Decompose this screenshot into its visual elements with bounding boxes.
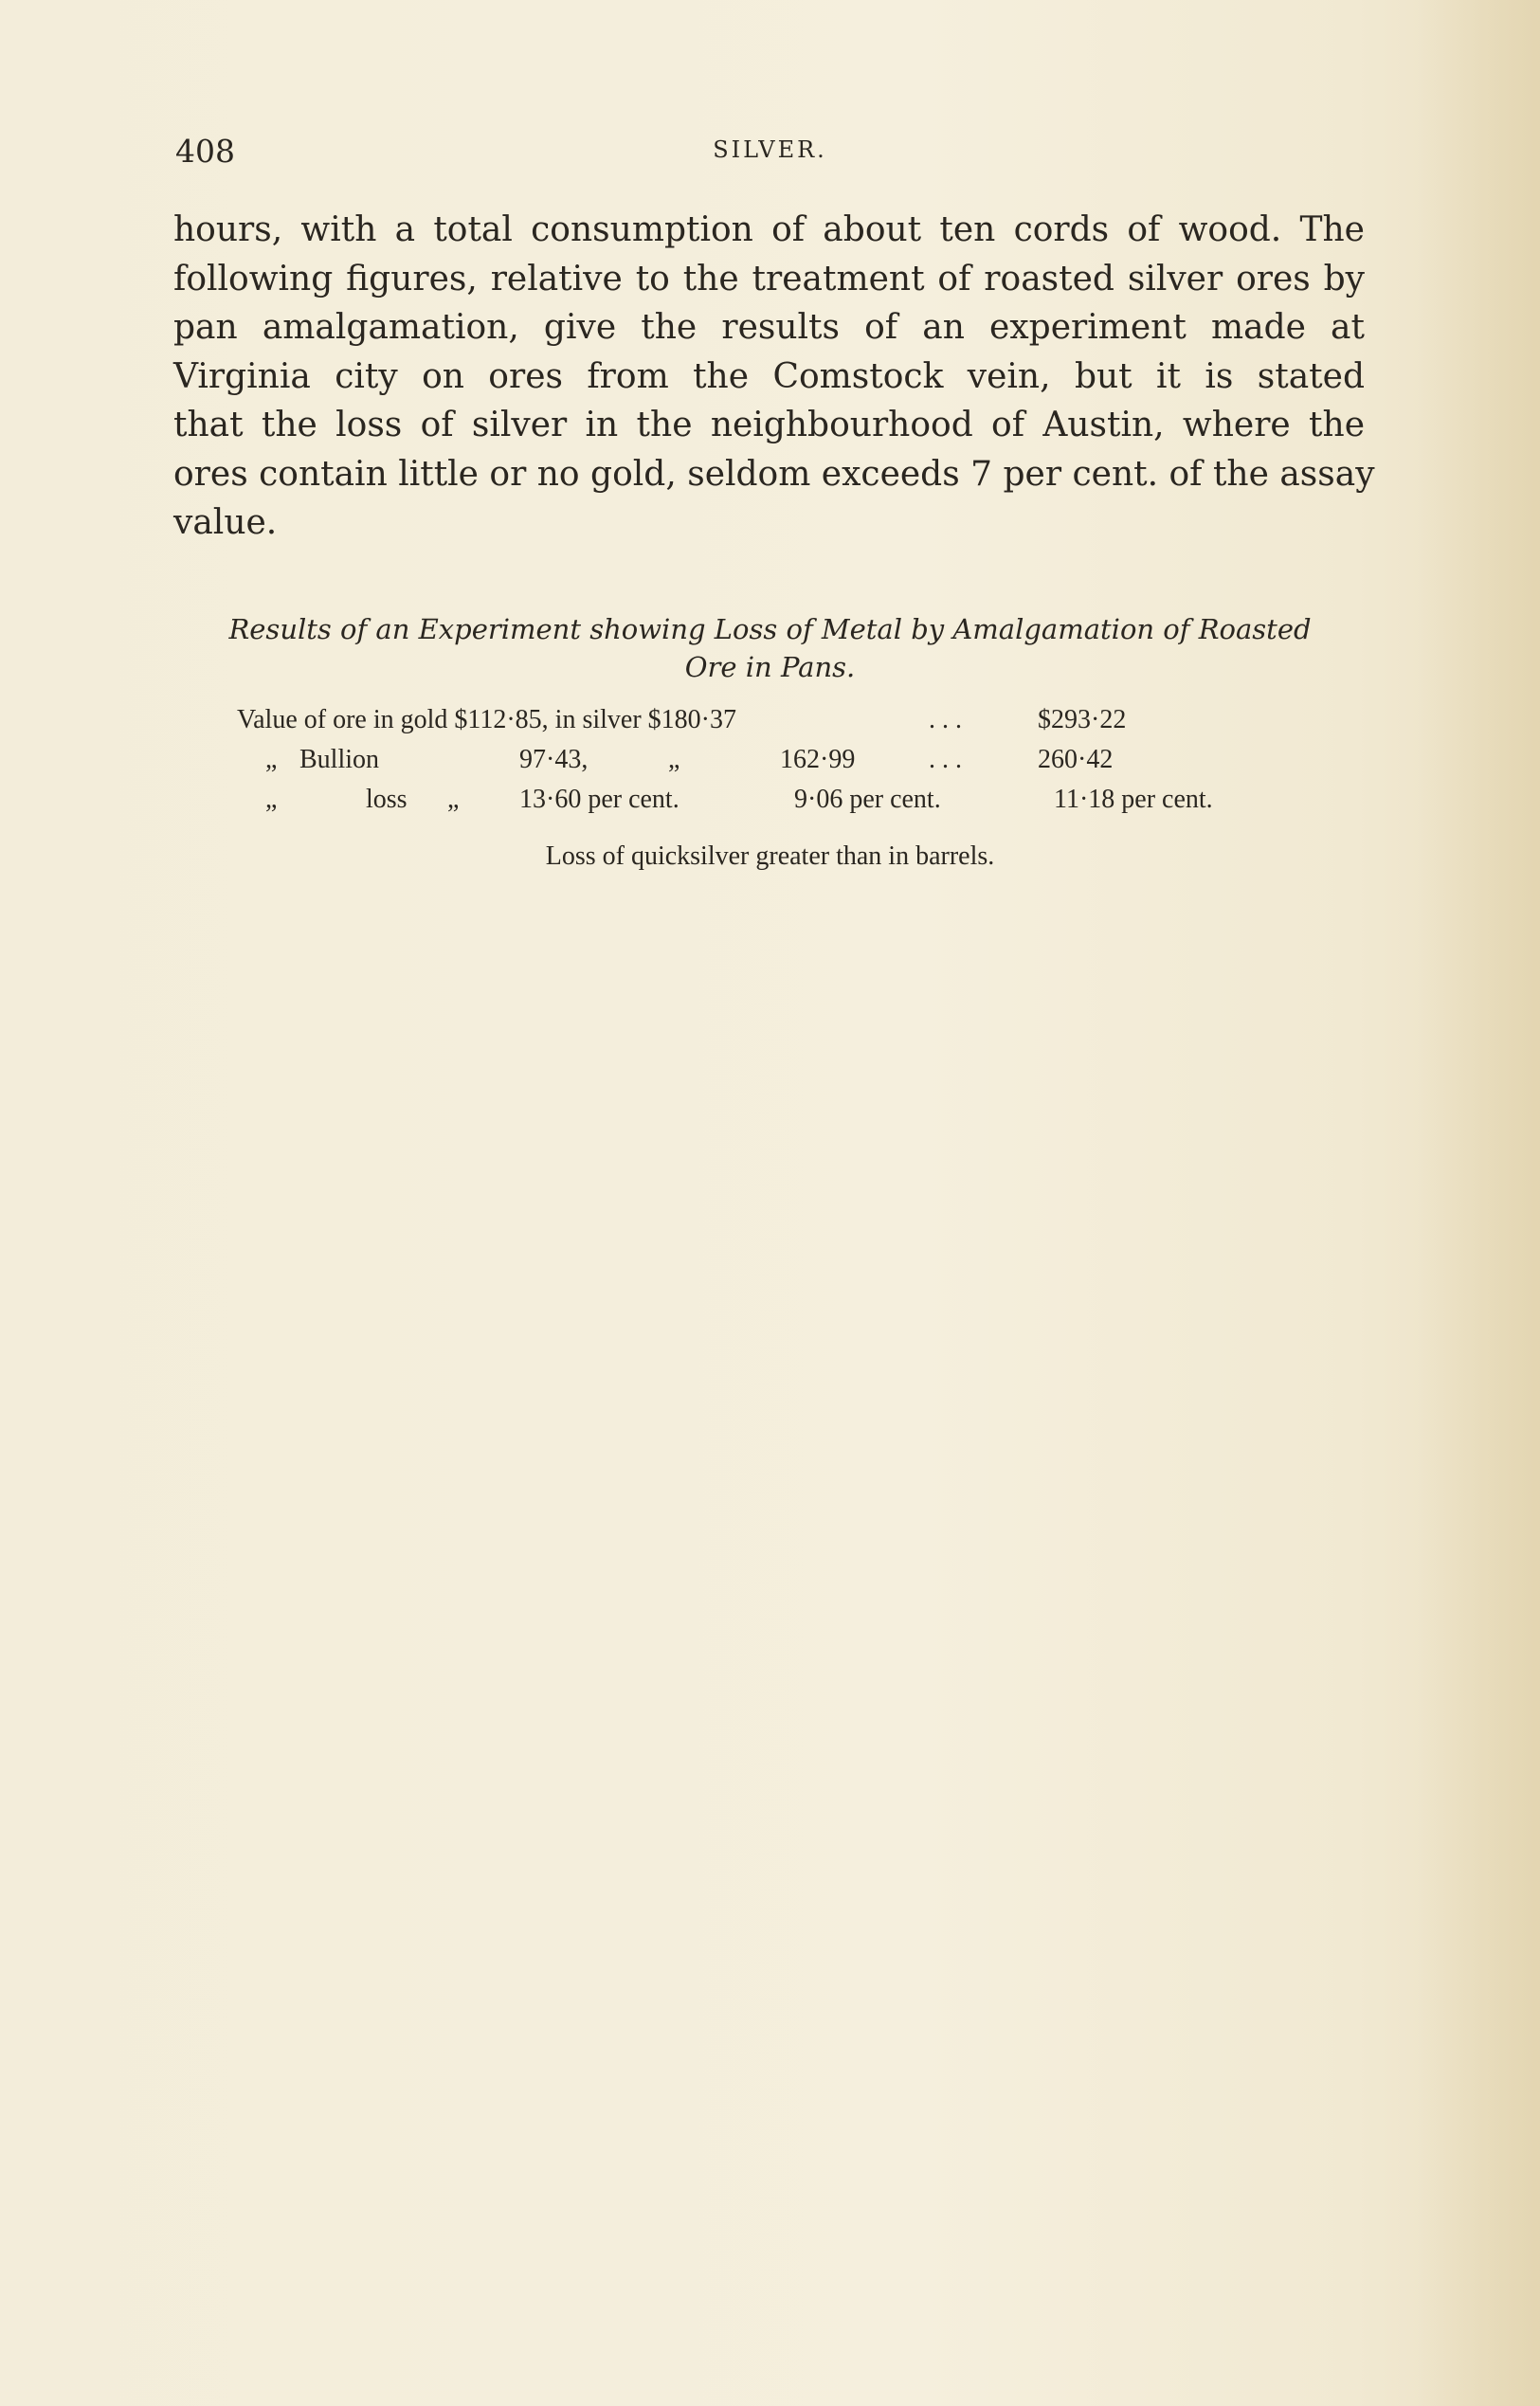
row-dots: . . . — [929, 705, 962, 734]
table-note: Loss of quicksilver greater than in barrels. — [545, 841, 995, 871]
page-edge-shadow — [1417, 0, 1540, 2406]
paragraph-line: ores contain little or no gold, seldom exceeds 7 per cent. of the assay — [173, 454, 1375, 494]
paragraph-line: that the loss of silver in the neighbourhood of Austin, where the — [173, 406, 1365, 444]
results-table — [237, 705, 1327, 824]
running-head — [175, 133, 1365, 180]
ditto-mark: „ — [668, 745, 680, 774]
row-total: 260·42 — [1038, 745, 1114, 774]
gold-value: 97·43, — [519, 745, 589, 774]
total-loss: 11·18 per cent. — [1054, 785, 1213, 814]
ditto-mark: „ — [265, 785, 278, 814]
row-label: Bullion — [299, 745, 380, 774]
caption-line: Results of an Experiment showing Loss of Metal by Amalgamation of Roasted — [228, 613, 1312, 645]
table-row — [237, 745, 1327, 785]
silver-loss: 9·06 per cent. — [794, 785, 941, 814]
paragraph-line: pan amalgamation, give the results of an experiment made at — [173, 308, 1365, 347]
paragraph-line: Virginia city on ores from the Comstock vein, but it is stated — [173, 356, 1365, 396]
paragraph-line: hours, with a total consumption of about ten cords of wood. The — [173, 210, 1365, 249]
ditto-mark: „ — [447, 785, 460, 814]
silver-value: 162·99 — [780, 745, 856, 774]
ditto-mark: „ — [265, 745, 278, 774]
caption-line: Ore in Pans. — [684, 651, 856, 683]
row-dots: . . . — [929, 745, 962, 774]
row-total: $293·22 — [1038, 705, 1127, 734]
table-row — [237, 705, 1327, 745]
body-paragraph — [173, 206, 1375, 548]
paragraph-line: value. — [173, 503, 278, 542]
paragraph-line: following figures, relative to the treatment of roasted silver ores by — [173, 259, 1365, 298]
table-row — [237, 785, 1327, 824]
page-number: 408 — [175, 133, 235, 170]
running-title: SILVER. — [713, 136, 827, 163]
row-label: loss — [366, 785, 408, 814]
gold-loss: 13·60 per cent. — [519, 785, 679, 814]
row-label: Value of ore in gold $112·85, in silver $180·37 — [237, 705, 736, 734]
table-caption — [175, 610, 1365, 686]
